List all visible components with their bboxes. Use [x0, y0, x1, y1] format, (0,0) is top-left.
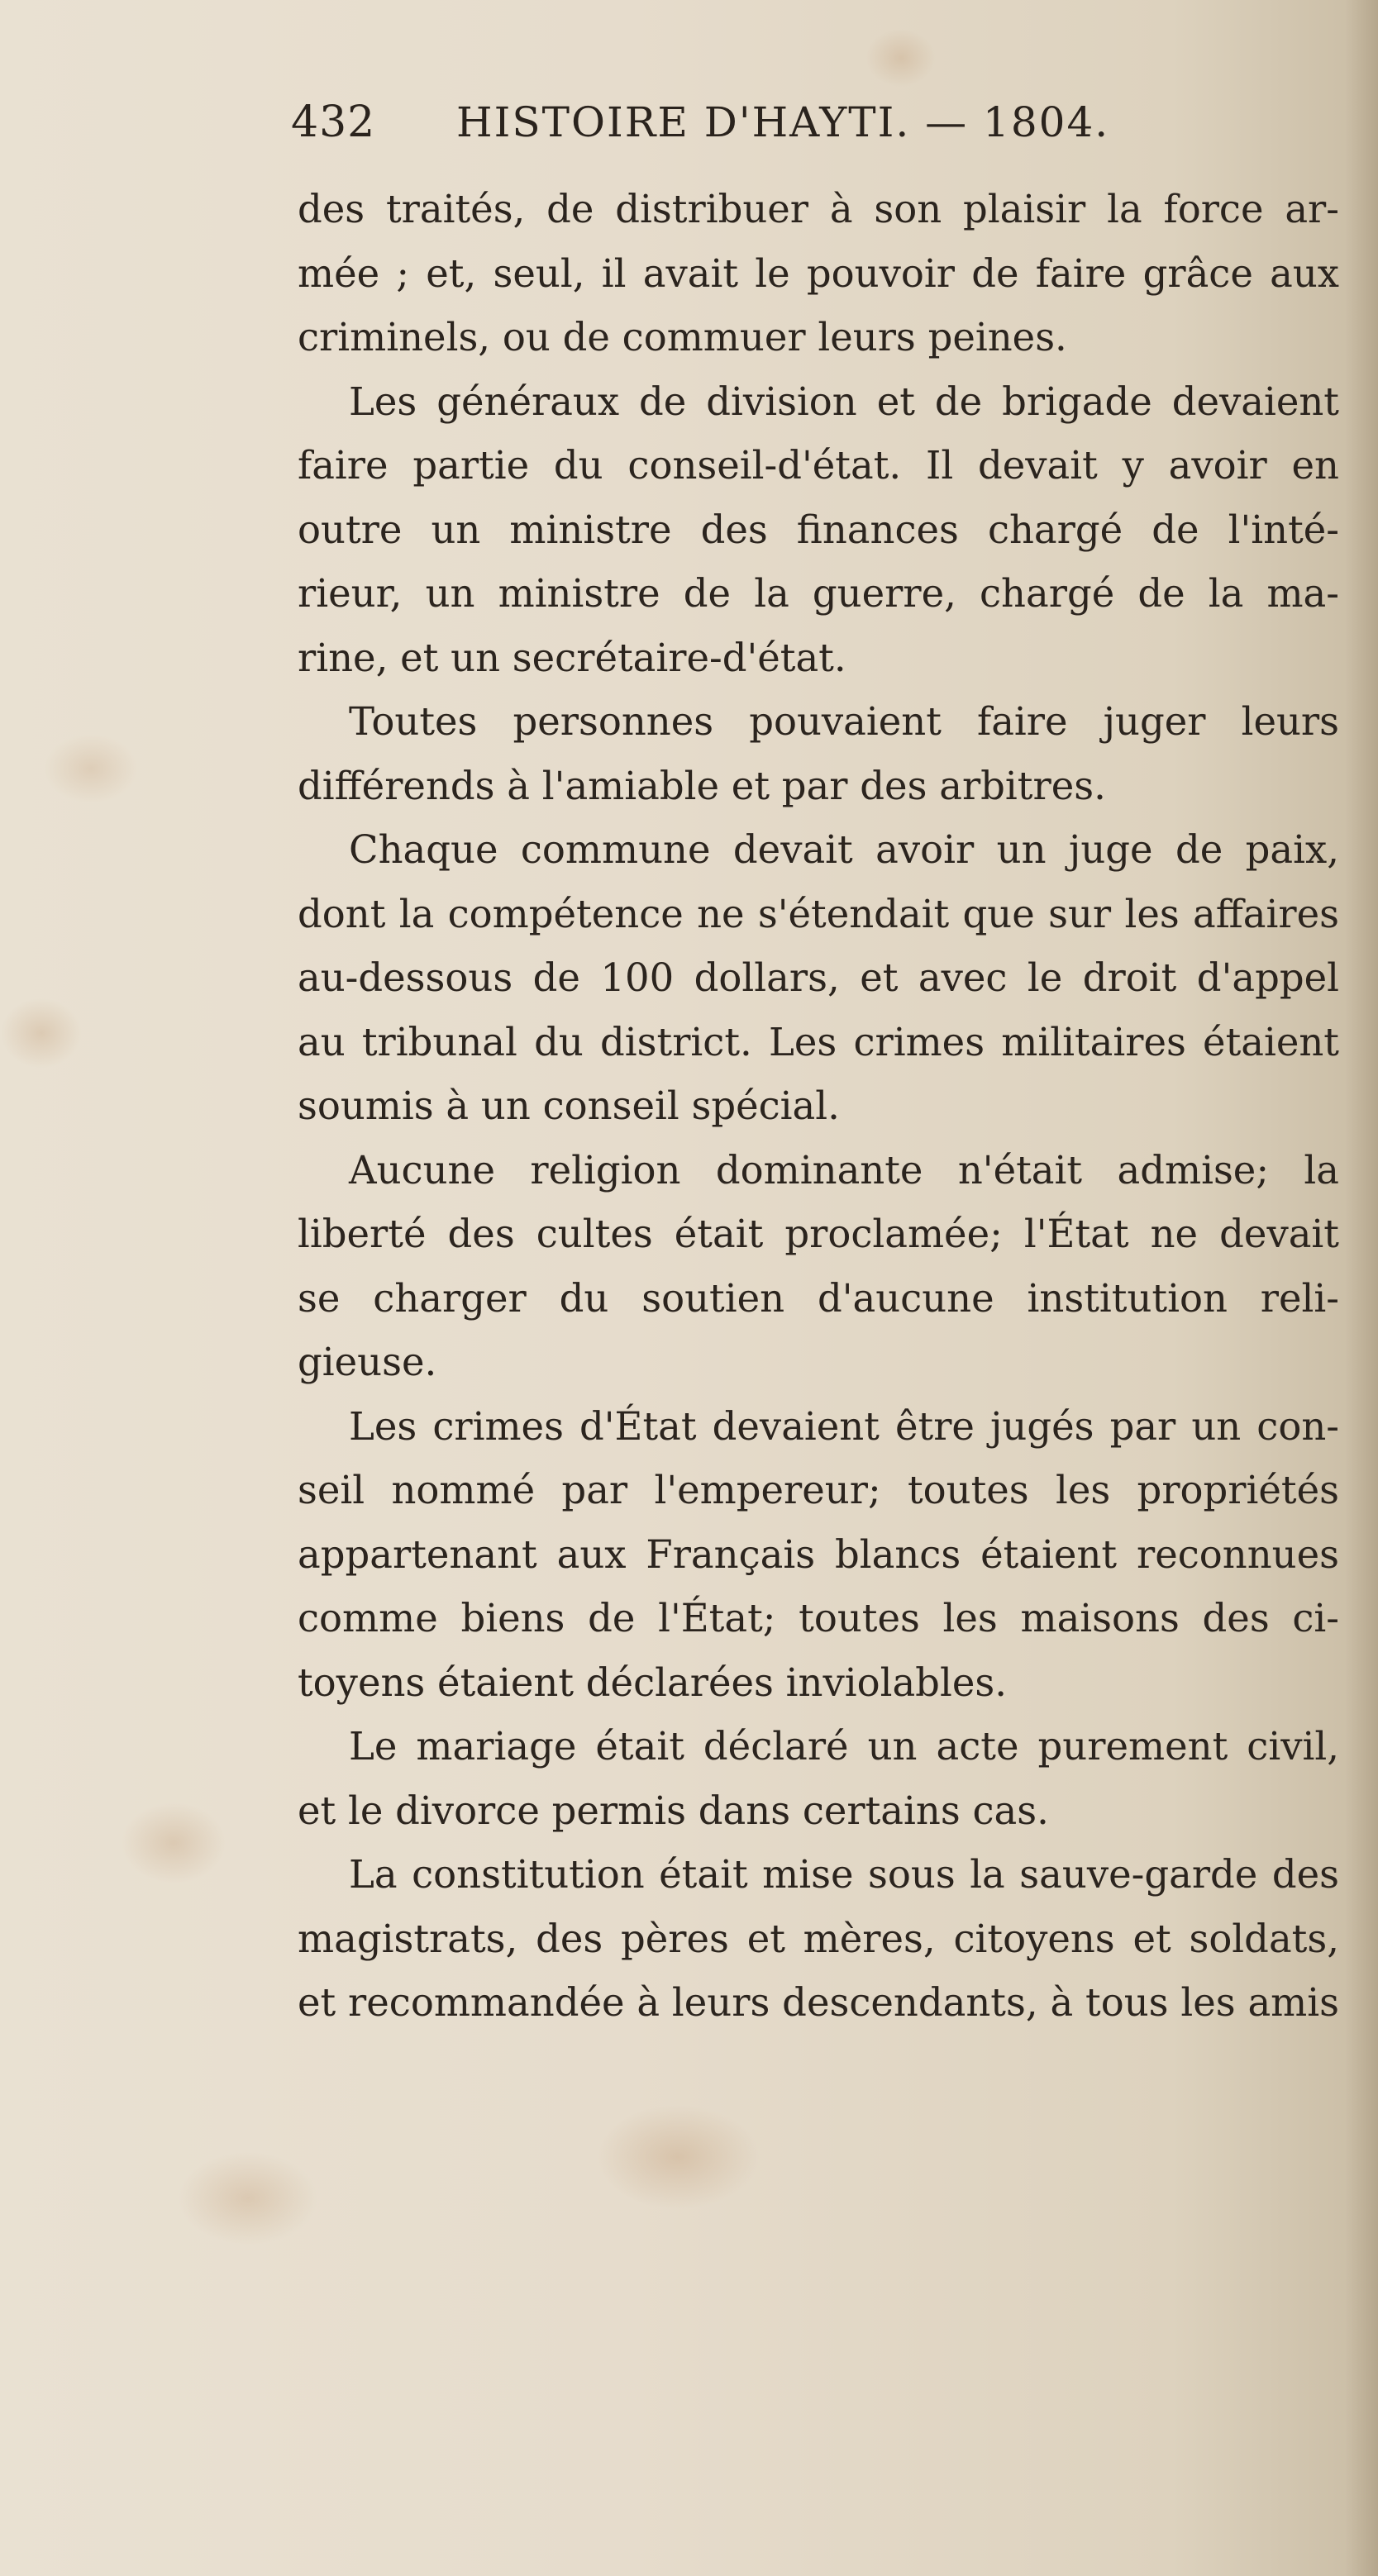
text-line: et recommandée à leurs descendants, à tous les amis [298, 1980, 1339, 2025]
text-line: Le mariage était déclaré un acte purement civil, [349, 1724, 1339, 1769]
text-line: Les généraux de division et de brigade devaient [349, 379, 1339, 424]
text-line: La constitution était mise sous la sauve-garde des [349, 1852, 1339, 1897]
page-gutter-shadow [1345, 0, 1378, 2576]
text-line: au-dessous de 100 dollars, et avec le droit d'appel [298, 955, 1339, 1000]
text-line: Aucune religion dominante n'était admise; la [349, 1147, 1339, 1193]
text-line: soumis à un conseil spécial. [298, 1083, 840, 1128]
text-line: des traités, de distribuer à son plaisir la force ar- [298, 187, 1339, 231]
text-line: seil nommé par l'empereur; toutes les propriétés [298, 1468, 1339, 1512]
text-line: outre un ministre des finances chargé de l'inté- [298, 507, 1339, 552]
text-line: Toutes personnes pouvaient faire juger leurs [349, 699, 1339, 744]
text-line: appartenant aux Français blancs étaient reconnues [298, 1531, 1339, 1577]
body-text [298, 178, 1339, 2036]
running-head [291, 98, 1233, 164]
text-line: Chaque commune devait avoir un juge de paix, [349, 827, 1339, 872]
text-line: rieur, un ministre de la guerre, chargé de la ma- [298, 571, 1339, 616]
text-line: toyens étaient déclarées inviolables. [298, 1659, 1007, 1705]
text-line: se charger du soutien d'aucune institution reli- [298, 1275, 1339, 1321]
text-line: criminels, ou de commuer leurs peines. [298, 315, 1067, 359]
text-line: rine, et un secrétaire-d'état. [298, 635, 846, 680]
page-number: 432 [291, 98, 376, 147]
text-line: faire partie du conseil-d'état. Il devait y avoir en [298, 443, 1339, 488]
text-line: différends à l'amiable et par des arbitres. [298, 763, 1106, 808]
text-line: gieuse. [298, 1340, 437, 1384]
text-line: au tribunal du district. Les crimes militaires étaient [298, 1019, 1339, 1064]
text-line: dont la compétence ne s'étendait que sur les affaires [298, 891, 1339, 936]
text-line: mée ; et, seul, il avait le pouvoir de faire grâce aux [298, 250, 1339, 296]
text-line: comme biens de l'État; toutes les maisons des ci- [298, 1596, 1339, 1640]
running-title: HISTOIRE D'HAYTI. — 1804. [456, 98, 1110, 146]
text-line: liberté des cultes était proclamée; l'État ne devait [298, 1212, 1339, 1256]
text-line: magistrats, des pères et mères, citoyens et soldats, [298, 1916, 1339, 1961]
text-line: Les crimes d'État devaient être jugés par un con- [349, 1403, 1339, 1449]
text-line: et le divorce permis dans certains cas. [298, 1788, 1049, 1833]
